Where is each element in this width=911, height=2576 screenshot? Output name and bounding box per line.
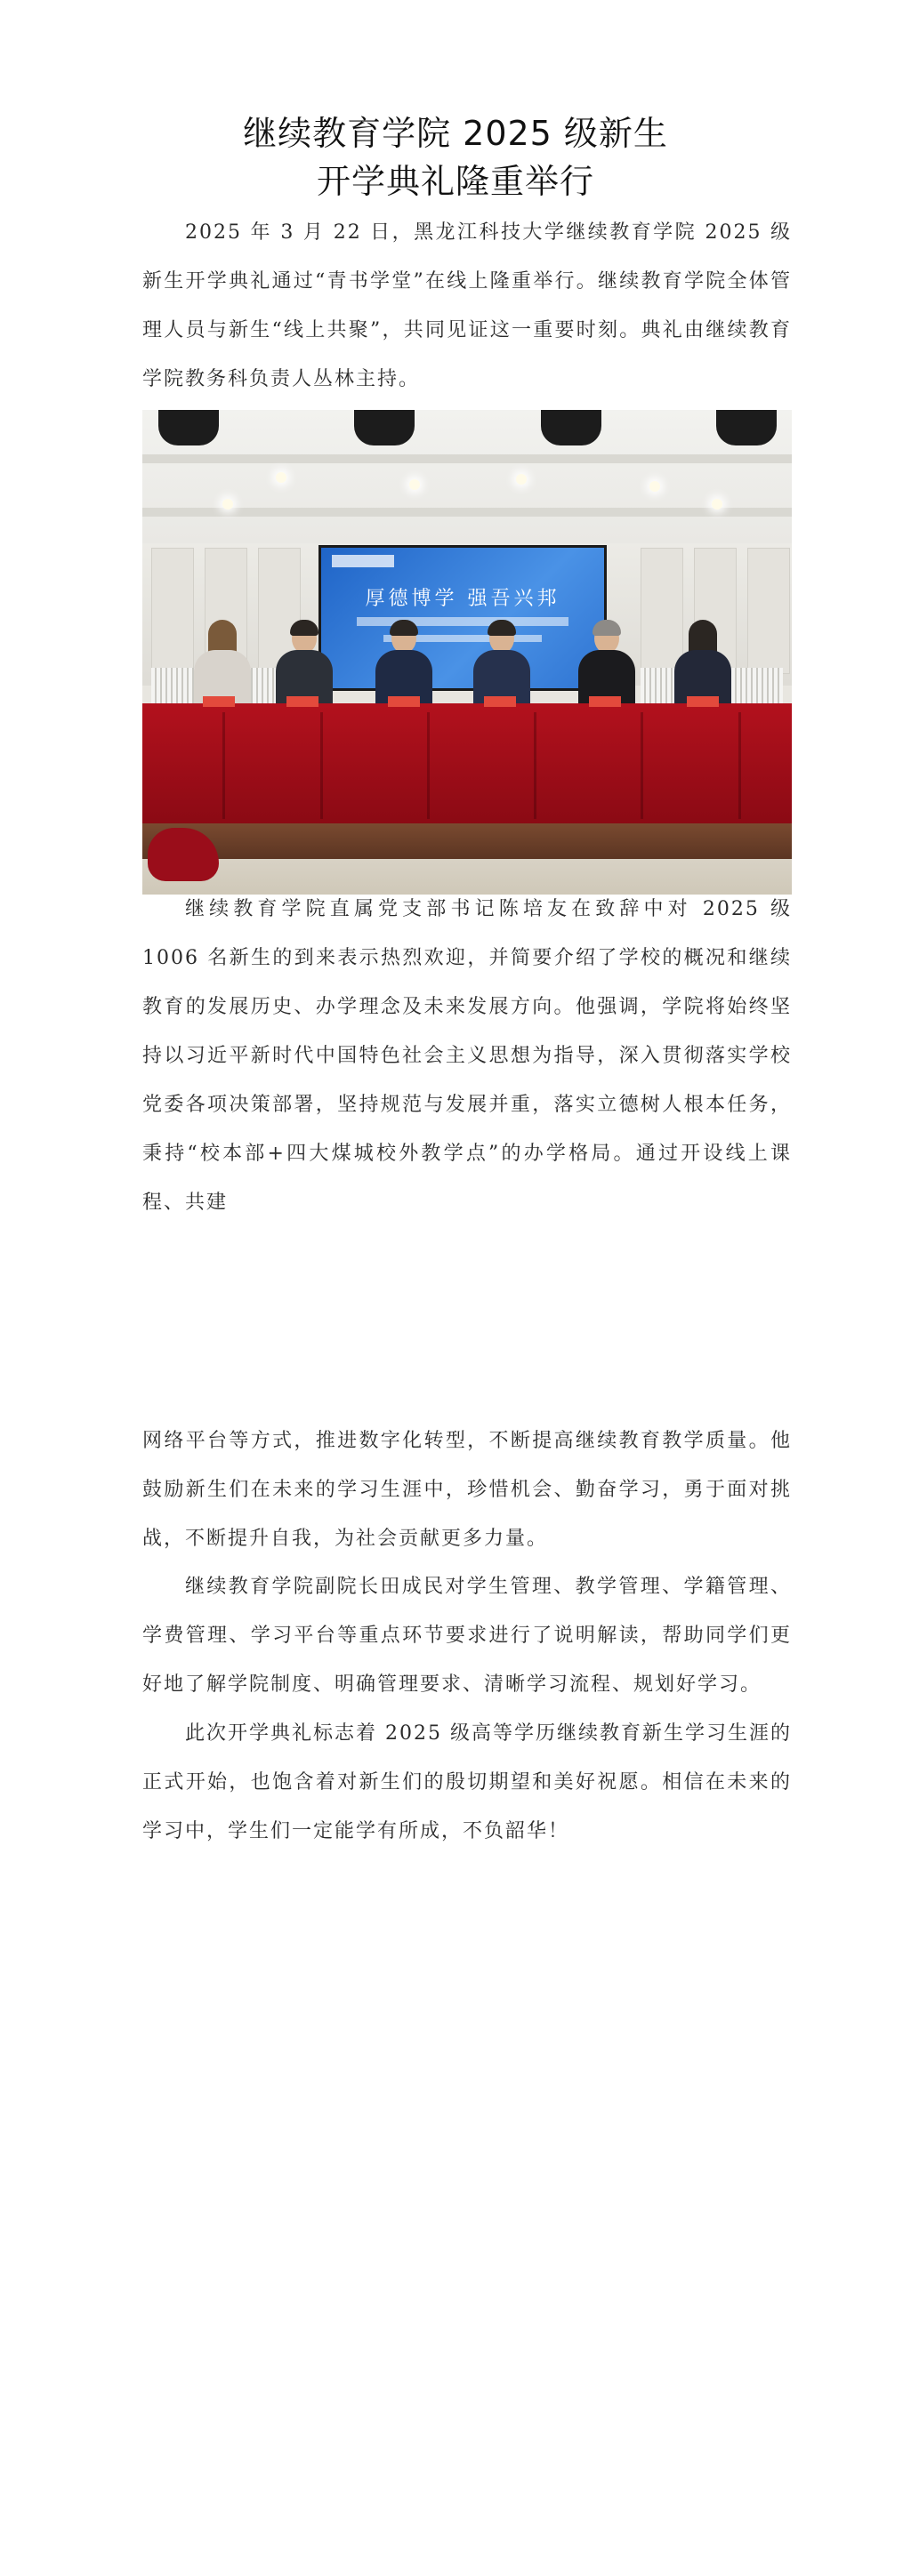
photo-light: [222, 499, 233, 510]
photo-light: [276, 472, 286, 483]
paragraph-3: 继续教育学院副院长田成民对学生管理、教学管理、学籍管理、学费管理、学习平台等重点环节要求进行了说明解读，帮助同学们更好地了解学院制度、明确管理要求、清晰学习流程、规划好学习。: [142, 1576, 792, 1696]
projection-screen: [318, 545, 607, 691]
nameplate: [388, 696, 420, 707]
photo-speaker: [354, 410, 415, 445]
screen-slogan: 厚德博学 强吾兴邦: [365, 588, 560, 610]
photo-light: [516, 474, 527, 485]
paragraph-2-part1: 继续教育学院直属党支部书记陈培友在致辞中对 2025 级 1006 名新生的到来表示热烈欢迎，并简要介绍了学校的概况和继续教育的发展历史、办学理念及未来发展方向。他强调，学院将始终坚持以习近平新时代中国特色社会主义思想为指导，深入贯彻落实学校党委各项决策部署，坚持规范与发展并重，落实立德树人根本任务，秉持“校本部+四大煤城校外教学点”的办学格局。通过开设线上课程、共建: [142, 898, 792, 1214]
photo-speaker: [541, 410, 601, 445]
photo-speaker: [716, 410, 777, 445]
photo-ceiling-beam: [142, 508, 792, 517]
red-tablecloth: [142, 703, 792, 823]
paragraph-2-part2: 网络平台等方式，推进数字化转型，不断提高继续教育教学质量。他鼓励新生们在未来的学习生涯中，珍惜机会、勤奋学习，勇于面对挑战，不断提升自我，为社会贡献更多力量。: [142, 1430, 792, 1550]
nameplate: [286, 696, 318, 707]
photo-wall-panel: [747, 548, 790, 674]
tablecloth-fold: [222, 712, 225, 819]
paragraph-4: 此次开学典礼标志着 2025 级高等学历继续教育新生学习生涯的正式开始，也饱含着对新生们的殷切期望和美好祝愿。相信在未来的学习中，学生们一定能学有所成，不负韶华！: [142, 1722, 792, 1842]
photo-light: [649, 481, 660, 492]
paragraph-1: 2025 年 3 月 22 日，黑龙江科技大学继续教育学院 2025 级新生开学典礼通过“青书学堂”在线上隆重举行。继续教育学院全体管理人员与新生“线上共聚”，共同见证这一重要时刻。典礼由继续教育学院教务科负责人丛林主持。: [142, 221, 792, 390]
photo-light: [409, 479, 420, 490]
photo-speaker: [158, 410, 219, 445]
screen-logo: [332, 555, 394, 567]
nameplate: [687, 696, 719, 707]
person-hair: [593, 620, 621, 636]
tablecloth-fold: [320, 712, 323, 819]
tablecloth-fold: [427, 712, 430, 819]
tablecloth-fold: [641, 712, 643, 819]
nameplate: [203, 696, 235, 707]
tablecloth-fold: [534, 712, 536, 819]
nameplate: [589, 696, 621, 707]
article-title-line2: 开学典礼隆重举行: [316, 162, 594, 201]
ceremony-photo: [142, 410, 792, 895]
tablecloth-fold: [738, 712, 741, 819]
person-hair: [290, 620, 318, 636]
article-title-line1: 继续教育学院 2025 级新生: [243, 114, 668, 153]
photo-ceiling-beam: [142, 454, 792, 463]
photo-ceiling: [142, 410, 792, 543]
person-hair: [488, 620, 516, 636]
nameplate: [484, 696, 516, 707]
photo-stage: [142, 823, 792, 859]
photo-wall-panel: [151, 548, 194, 674]
photo-light: [712, 499, 722, 510]
person-hair: [390, 620, 418, 636]
